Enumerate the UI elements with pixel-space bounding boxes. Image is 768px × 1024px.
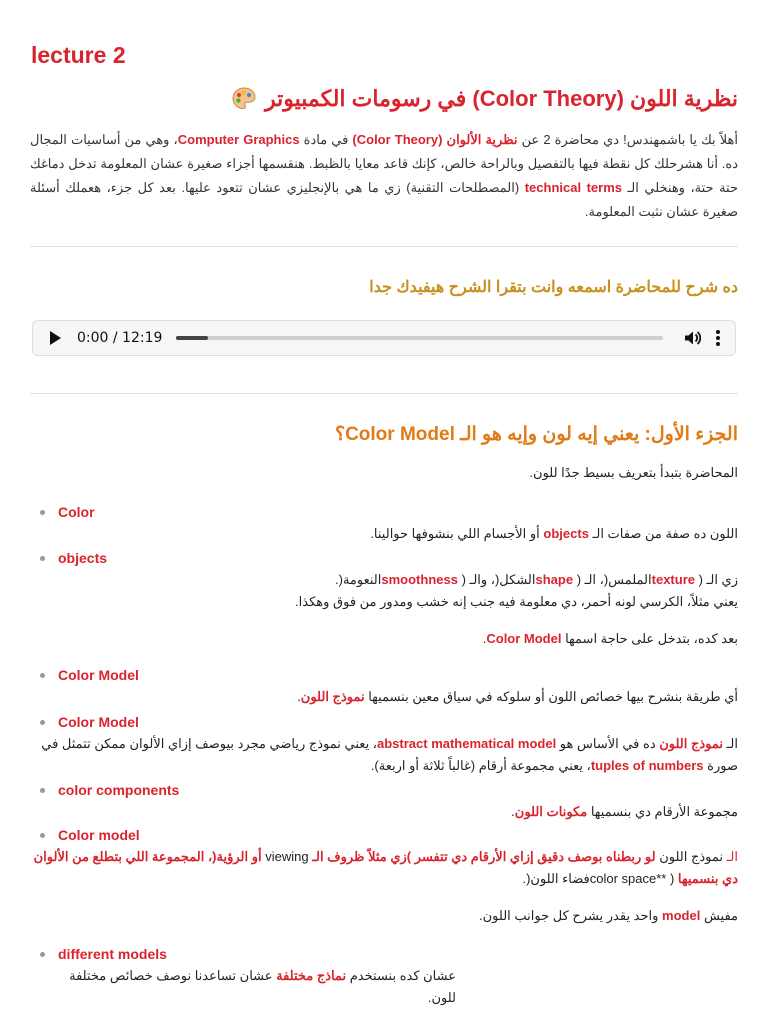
text: واحد يقدر يشرح كل جوانب اللون. [479, 908, 663, 923]
item-text-objects-1 [40, 569, 738, 591]
intro-term-technical-terms: technical terms [524, 180, 622, 195]
bullet [40, 788, 45, 793]
text: الملمس(، الـ ( [573, 572, 652, 587]
text: أو الأجسام اللي بنشوفها حوالينا. [370, 526, 544, 541]
text: عشان تساعدنا نوصف خصائص مختلفة للون. [69, 968, 456, 1005]
term: نموذج اللون [300, 689, 365, 704]
bullet [40, 720, 45, 725]
term: مكونات اللون [514, 804, 588, 819]
audio-time: 0:00 / 12:19 [77, 330, 163, 346]
bullet [40, 952, 45, 957]
palette-icon [231, 86, 257, 112]
part1-heading: الجزء الأول: يعني إيه لون وإيه هو الـ Color Model؟ [334, 424, 738, 445]
item-title-objects: objects [58, 550, 108, 566]
text: بعد كده، بتدخل على حاجة اسمها [561, 631, 738, 646]
lecture-title: lecture 2 [31, 42, 126, 68]
bullet [40, 673, 45, 678]
text: نموذج اللون [655, 849, 727, 864]
text: عشان كده بنستخدم [346, 968, 456, 983]
text: . [297, 689, 301, 704]
term: shape [535, 572, 574, 587]
term: texture [651, 572, 695, 587]
text: ( **color space [589, 871, 678, 886]
audio-progress-bar[interactable] [176, 336, 663, 340]
text: ، يعني مجموعة أرقام (غالباً ثلاثة أو اربعة). [370, 758, 591, 773]
main-heading [231, 86, 738, 112]
bullet [40, 833, 45, 838]
item-text-color-space [30, 846, 738, 890]
term: لو ربطناه بوصف دقيق إزاي الأرقام دي تتفسر )زي مثلاً ظروف الـ [308, 849, 656, 864]
audio-heading: ده شرح للمحاضرة اسمعه وانت بتقرا الشرح هيفيدك جدا [369, 279, 738, 296]
intro-text: ، وهي من أساسيات المجال ده. أنا هشرحلك كل نقطة فيها بالتفصيل وبالراحة خالص، كإنك قاعد معايا بالظبط. هنقسمها أجزاء صغيرة عشان المعلومة تدخل دماغك حتة حتة، وهنخلي الـ [30, 132, 739, 195]
item-title-different-models: different models [58, 946, 167, 962]
text: مفيش [700, 908, 738, 923]
item-text-objects-2: يعني مثلاً، الكرسي لونه أحمر، دي معلومة فيه جنب إنه خشب ومدور من فوق وهكذا. [295, 594, 738, 609]
divider [30, 246, 738, 247]
more-options-icon[interactable] [715, 329, 721, 347]
text: ده في الأساس هو [556, 736, 660, 751]
audio-progress-fill [176, 336, 208, 340]
text: viewing [265, 849, 309, 864]
bullet [40, 556, 45, 561]
term: smoothness [381, 572, 458, 587]
item-title-color-model: Color Model [58, 667, 139, 683]
item-title-color-model: Color Model [58, 714, 139, 730]
item-text-color-model-def [30, 733, 738, 777]
main-heading-text: نظرية اللون (Color Theory) في رسومات الكمبيوتر [264, 86, 738, 111]
audio-player[interactable] [32, 320, 736, 356]
term: abstract mathematical model [377, 736, 557, 751]
text: ، يعني نموذج رياضي مجرد بيوصف إزاي الألوان ممكن تتمثل في صورة [41, 736, 738, 773]
text: أي طريقة بنشرح بيها خصائص اللون أو سلوكه في سياق معين بنسميها [364, 689, 738, 704]
volume-icon[interactable] [683, 329, 701, 347]
term: tuples of numbers [590, 758, 704, 773]
color-model-intro [40, 628, 738, 650]
item-text-color [40, 523, 738, 545]
item-title-color-components: color components [58, 782, 180, 798]
text: مجموعة الأرقام دي بنسميها [587, 804, 738, 819]
term: model [662, 908, 701, 923]
text: الـ [723, 736, 738, 751]
term: الـ [726, 849, 738, 864]
item-title-color: Color [58, 504, 95, 520]
intro-paragraph [30, 128, 738, 224]
term: أو الرؤية(، المجموعة اللي بتطلع من الألوان دي بنسميها [33, 849, 738, 886]
intro-text: (المصطلحات التقنية) زي ما هي بالإنجليزي عشان تتعود عليها. بعد كل جزء، هعملك أسئلة صغيرة عشان نثبت المعلومة. [30, 180, 738, 219]
text: اللون ده صفة من صفات الـ [588, 526, 738, 541]
item-text-color-components [40, 801, 738, 823]
text: النعومة(. [335, 572, 382, 587]
term: objects [543, 526, 589, 541]
intro-term-color-theory: نظرية الألوان (Color Theory) [352, 132, 518, 147]
term: نموذج اللون [659, 736, 723, 751]
text: زي الـ ( [695, 572, 738, 587]
bullet [40, 510, 45, 515]
intro-text: في مادة [299, 132, 353, 147]
play-icon[interactable] [47, 330, 63, 346]
term: Color Model [486, 631, 562, 646]
text: فضاء اللون(. [522, 871, 590, 886]
text: . [511, 804, 515, 819]
term: نماذج مختلفة [276, 968, 347, 983]
item-text-different-models [56, 965, 456, 1009]
intro-text: أهلاً بك يا باشمهندس! دي محاضرة 2 عن [517, 132, 738, 147]
part1-intro: المحاضرة بتبدأ بتعريف بسيط جدًا للون. [529, 465, 738, 480]
text: . [482, 631, 487, 646]
text: الشكل(، والـ ( [457, 572, 536, 587]
intro-term-computer-graphics: Computer Graphics [177, 132, 300, 147]
divider [30, 393, 738, 394]
no-single-model-note [40, 905, 738, 927]
item-title-color-model-space: Color model [58, 827, 140, 843]
item-text-color-model [40, 686, 738, 708]
